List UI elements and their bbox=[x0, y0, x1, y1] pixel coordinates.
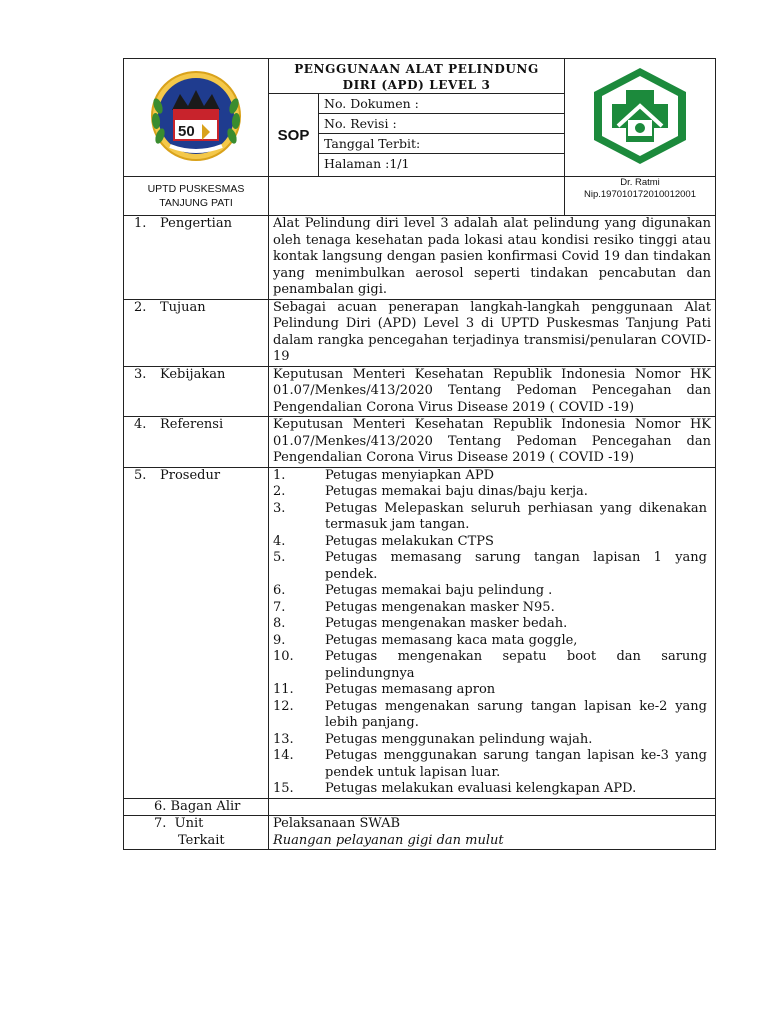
procedure-step-number: 8. bbox=[273, 616, 286, 631]
procedure-step bbox=[273, 699, 711, 732]
procedure-step-text: Petugas menyiapkan APD bbox=[325, 467, 494, 483]
institution-line2: TANJUNG PATI bbox=[159, 197, 233, 209]
procedure-step-number: 11. bbox=[273, 682, 294, 697]
procedure-steps-list bbox=[273, 468, 711, 798]
procedure-step-number: 6. bbox=[273, 583, 286, 598]
procedure-step-text: Petugas mengenakan sepatu boot dan sarung pelindungnya bbox=[325, 649, 707, 681]
procedure-step bbox=[273, 682, 711, 699]
unit-terkait-line2: Ruangan pelayanan gigi dan mulut bbox=[273, 832, 504, 848]
section-text-referensi: Keputusan Menteri Kesehatan Republik Indonesia Nomor HK 01.07/Menkes/413/2020 Tentang Pedoman Pencegahan dan Pengendalian Corona Virus Disease 2019 ( COVID -19) bbox=[269, 417, 716, 468]
procedure-step-number: 7. bbox=[273, 599, 286, 615]
procedure-step bbox=[273, 534, 711, 551]
signer-nip: Nip.197010172010012001 bbox=[584, 189, 696, 200]
section-label-prosedur: 5. Prosedur bbox=[124, 467, 269, 798]
institution-line1: UPTD PUSKESMAS bbox=[147, 183, 245, 195]
procedure-step bbox=[273, 633, 711, 650]
procedure-step bbox=[273, 781, 711, 798]
emblem-number: 50 bbox=[178, 122, 195, 140]
procedure-step-number: 5. bbox=[273, 550, 286, 565]
procedure-step-text: Petugas melakukan evaluasi kelengkapan APD. bbox=[325, 781, 637, 796]
procedure-step-number: 10. bbox=[273, 649, 294, 664]
procedure-step-number: 4. bbox=[273, 533, 286, 549]
kabupaten-emblem-icon bbox=[146, 66, 246, 166]
procedure-step-number: 14. bbox=[273, 748, 294, 763]
section-label-bagan-alir: 6. Bagan Alir bbox=[124, 798, 269, 816]
procedure-step-text: Petugas mengenakan masker N95. bbox=[325, 599, 555, 615]
procedure-step-text: Petugas mengenakan masker bedah. bbox=[325, 616, 568, 631]
procedure-step-text: Petugas menggunakan pelindung wajah. bbox=[325, 731, 593, 747]
document-title-line2: DIRI (APD) LEVEL 3 bbox=[342, 78, 491, 92]
procedure-step-text: Petugas Melepaskan seluruh perhiasan yang dikenakan termasuk jam tangan. bbox=[325, 500, 707, 532]
section-row-referensi bbox=[124, 417, 716, 468]
unit-terkait-line1: Pelaksanaan SWAB bbox=[273, 816, 401, 831]
procedure-step bbox=[273, 732, 711, 749]
section-row-pengertian bbox=[124, 216, 716, 300]
section-row-unit-terkait bbox=[124, 816, 716, 850]
section-label-pengertian: 1. Pengertian bbox=[124, 216, 269, 300]
procedure-step-text: Petugas memakai baju dinas/baju kerja. bbox=[325, 484, 588, 499]
tanggal-terbit-field: Tanggal Terbit: bbox=[319, 134, 565, 154]
section-row-tujuan bbox=[124, 299, 716, 366]
procedure-step-number: 15. bbox=[273, 781, 294, 796]
puskesmas-logo-icon bbox=[588, 64, 692, 168]
procedure-step-number: 13. bbox=[273, 731, 294, 747]
procedure-step-text: Petugas melakukan CTPS bbox=[325, 533, 494, 549]
section-label-unit-terkait: 7. Unit Terkait bbox=[124, 816, 269, 850]
section-label-tujuan: 2. Tujuan bbox=[124, 299, 269, 366]
puskesmas-logo-cell bbox=[565, 59, 716, 177]
procedure-step-text: Petugas menggunakan sarung tangan lapisan ke-3 yang pendek untuk lapisan luar. bbox=[325, 748, 707, 780]
procedure-step-number: 2. bbox=[273, 484, 286, 499]
document-title-cell bbox=[269, 59, 565, 94]
section-row-kebijakan bbox=[124, 366, 716, 417]
section-text-kebijakan: Keputusan Menteri Kesehatan Republik Indonesia Nomor HK 01.07/Menkes/413/2020 Tentang Pedoman Pencegahan dan Pengendalian Corona Virus Disease 2019 ( COVID -19) bbox=[269, 366, 716, 417]
procedure-step bbox=[273, 649, 711, 682]
section-text-tujuan: Sebagai acuan penerapan langkah-langkah penggunaan Alat Pelindung Diri (APD) Level 3 di UPTD Puskesmas Tanjung Pati dalam rangka pencegahan terjadinya transmisi/penularan COVID-19 bbox=[269, 299, 716, 366]
section-text-bagan-alir bbox=[269, 798, 716, 816]
section-label-referensi: 4. Referensi bbox=[124, 417, 269, 468]
halaman-field: Halaman :1/1 bbox=[319, 154, 565, 177]
kabupaten-logo-cell bbox=[124, 59, 269, 177]
procedure-step-number: 9. bbox=[273, 632, 286, 648]
sop-table bbox=[123, 58, 716, 850]
procedure-step bbox=[273, 600, 711, 617]
section-row-prosedur bbox=[124, 467, 716, 798]
procedure-step bbox=[273, 484, 711, 501]
procedure-step bbox=[273, 468, 711, 485]
procedure-step bbox=[273, 501, 711, 534]
section-text-unit-terkait bbox=[269, 816, 716, 850]
sop-label-cell bbox=[269, 94, 319, 177]
signature-cell bbox=[565, 177, 716, 216]
procedure-step-text: Petugas mengenakan sarung tangan lapisan ke-2 yang lebih panjang. bbox=[325, 698, 707, 730]
procedure-step bbox=[273, 583, 711, 600]
no-dokumen-field: No. Dokumen : bbox=[319, 94, 565, 114]
procedure-step-number: 12. bbox=[273, 698, 294, 714]
sop-label: SOP bbox=[277, 126, 310, 144]
procedure-step bbox=[273, 616, 711, 633]
signer-name: Dr. Ratmi bbox=[620, 177, 660, 188]
institution-cell bbox=[124, 177, 269, 216]
section-steps-prosedur bbox=[269, 467, 716, 798]
procedure-step-text: Petugas memakai baju pelindung . bbox=[325, 583, 553, 598]
empty-header-cell bbox=[269, 177, 565, 216]
section-row-bagan-alir bbox=[124, 798, 716, 816]
procedure-step-number: 3. bbox=[273, 500, 286, 516]
section-text-pengertian: Alat Pelindung diri level 3 adalah alat pelindung yang digunakan oleh tenaga kesehatan pada lokasi atau kondisi resiko tinggi atau kontak langsung dengan pasien konfirmasi Covid 19 dan tindakan yang menimbulkan aerosol seperti tindakan pencabutan dan penambalan gigi. bbox=[269, 216, 716, 300]
section-label-kebijakan: 3. Kebijakan bbox=[124, 366, 269, 417]
procedure-step bbox=[273, 550, 711, 583]
procedure-step-text: Petugas memasang kaca mata goggle, bbox=[325, 632, 578, 648]
no-revisi-field: No. Revisi : bbox=[319, 114, 565, 134]
procedure-step bbox=[273, 748, 711, 781]
procedure-step-number: 1. bbox=[273, 467, 286, 483]
procedure-step-text: Petugas memasang apron bbox=[325, 682, 496, 697]
document-title-line1: PENGGUNAAN ALAT PELINDUNG bbox=[294, 62, 539, 76]
procedure-step-text: Petugas memasang sarung tangan lapisan 1 yang pendek. bbox=[325, 550, 707, 582]
sop-document bbox=[123, 58, 715, 850]
